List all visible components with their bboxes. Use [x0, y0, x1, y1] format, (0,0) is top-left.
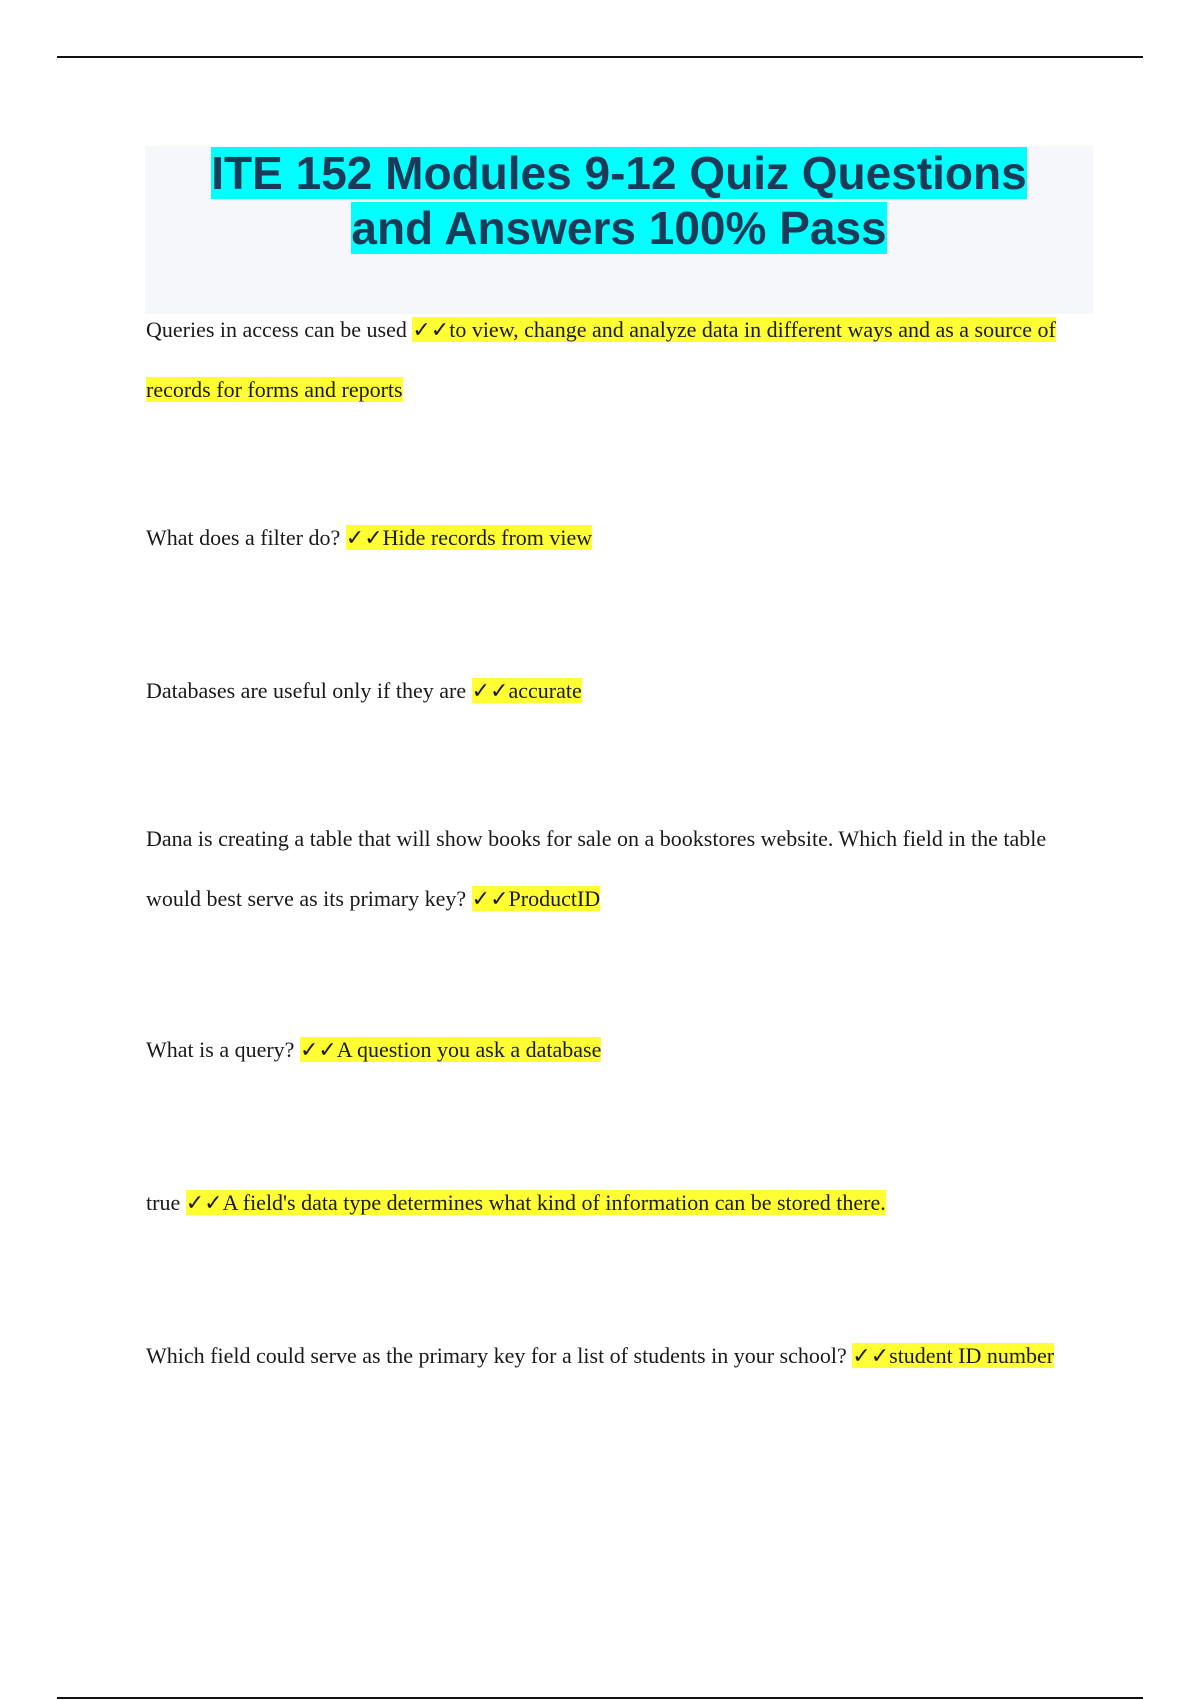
- qa-item-3: [146, 661, 1096, 721]
- question-text: Databases are useful only if they are: [146, 678, 472, 703]
- question-text: Queries in access can be used: [146, 317, 413, 342]
- document-title: [145, 146, 1093, 256]
- question-text: true: [146, 1190, 186, 1215]
- answer-text: ✓✓A question you ask a database: [299, 1037, 602, 1062]
- answer-text: ✓✓student ID number: [852, 1343, 1055, 1368]
- answer-text: ✓✓Hide records from view: [345, 525, 593, 550]
- question-text: What is a query?: [146, 1037, 300, 1062]
- bottom-rule: [57, 1697, 1143, 1699]
- title-banner: [145, 146, 1093, 314]
- answer-text: ✓✓ProductID: [471, 886, 601, 911]
- question-text: What does a filter do?: [146, 525, 346, 550]
- qa-item-1: [146, 300, 1096, 420]
- qa-item-4: [146, 809, 1096, 929]
- answer-text: ✓✓to view, change and analyze data in different ways and as a source of records for forms and reports: [146, 317, 1056, 402]
- qa-item-6: [146, 1173, 1096, 1233]
- top-rule: [57, 56, 1143, 58]
- qa-item-5: [146, 1020, 1096, 1080]
- answer-text: ✓✓accurate: [471, 678, 582, 703]
- question-text: Which field could serve as the primary key for a list of students in your school?: [146, 1343, 853, 1368]
- qa-item-2: [146, 508, 1096, 568]
- answer-text: ✓✓A field's data type determines what kind of information can be stored there.: [185, 1190, 886, 1215]
- title-line-2: and Answers 100% Pass: [351, 202, 887, 254]
- qa-item-7: [146, 1326, 1096, 1386]
- title-line-1: ITE 152 Modules 9-12 Quiz Questions: [211, 147, 1027, 199]
- question-text: Dana is creating a table that will show books for sale on a bookstores website. Which field in the table would best serve as its primary key?: [146, 826, 1047, 911]
